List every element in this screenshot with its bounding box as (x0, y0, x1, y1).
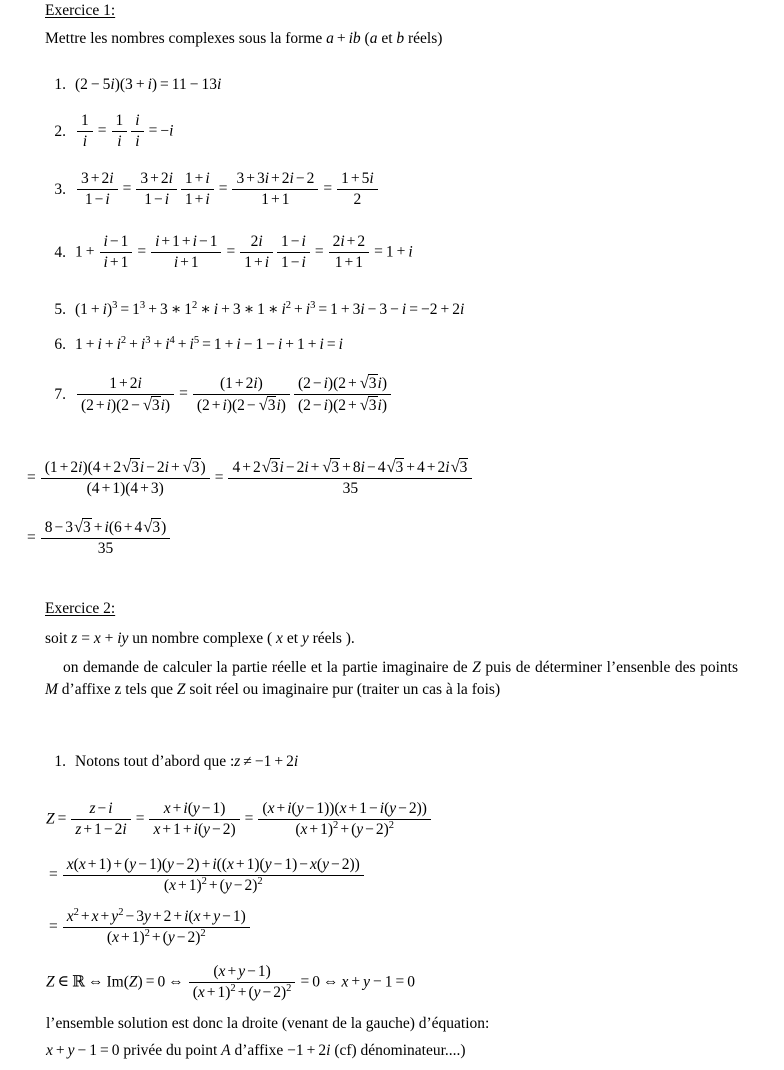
ex2-end: réels ). (308, 630, 355, 647)
ex1-item-6-equation: 6. $1 + i + i^2 + i^3 + i^4 + i^5 = 1 + i - 1 - i + 1 + i = i$ (42, 336, 343, 354)
instr-paren: ( (360, 30, 370, 47)
ex2-varx: x (276, 630, 283, 647)
ex2-p4: soit réel ou imaginaire pur (traiter un cas à la fois) (185, 681, 501, 699)
ex1-item-4-equation: 4. 1 + $\frac{i - 1}{i + 1}$ = $\frac{i + 1 + i - 1}{i + 1}$ = $\frac{2i}{1 + i}$ $\frac{1 - i}{1 - i}$ = $\frac{2i + 2}{1 + 1}$ = 1 + i (42, 233, 413, 273)
exercice2-paragraph-text (45, 657, 738, 702)
ex1-item-7-cont-2-equation: = $\frac{8 - 3 √ 3 + i(6 + 4 √ 3)}{35}$ (24, 518, 172, 559)
ex2-equation-line-1 (46, 800, 433, 840)
instr-ib: ib (348, 30, 361, 47)
exercice2-paragraph (45, 657, 738, 702)
instr-var-a: a (369, 30, 378, 47)
ex2-concl-mid: privée du point (119, 1042, 222, 1059)
ex2-equation-line-4-content: Z ∈ ℝ ⇔ Im(Z) = 0 ⇔ $\frac{(x + y - 1)}{(x + 1)^2 + (y - 2)^2}$ = 0 ⇔ x + y − 1 = 0 (46, 963, 415, 1002)
ex1-item-4 (42, 233, 413, 273)
instr-lead: Mettre les nombres complexes sous la forme (45, 30, 327, 47)
ex2-equation-line-2 (46, 856, 366, 896)
instr-reels: réels) (404, 30, 443, 47)
ex1-item-5 (42, 300, 464, 319)
ex2-equation-line-3-content: = $\frac{x^2 + x + y^2 - 3y + 2 + i(x + y - 1)}{(x + 1)^2 + (y - 2)^2}$ (46, 908, 252, 948)
ex2-p1: on demande de calculer la partie réelle et la partie imaginaire de (63, 659, 473, 676)
ex1-item-7-cont-1 (24, 458, 474, 499)
ex2-concl-A: A (221, 1042, 231, 1059)
ex1-item-2-equation: 2. $\frac{1}{i}$ = $\frac{1}{i}$ $\frac{i}{i}$ = −i (42, 112, 173, 152)
ex2-z: z (71, 630, 78, 647)
ex2-p3: d’affixe z tels que (57, 681, 177, 699)
ex2-item-1-number: 1. (54, 753, 66, 770)
ex1-item-1-number: 1. (54, 76, 66, 93)
ex2-equation-line-3 (46, 908, 252, 948)
ex2-Z1: Z (472, 659, 481, 676)
ex2-conclusion-2 (46, 1040, 756, 1062)
exercice2-line1-text (45, 628, 745, 650)
ex2-x: x (93, 630, 101, 647)
ex2-item-1-z: z (234, 753, 241, 770)
ex2-et: et (282, 630, 302, 647)
ex2-soit: soit (45, 630, 72, 647)
exercice2-heading: Exercice 2: (45, 600, 116, 617)
instr-plus: + (336, 30, 346, 47)
exercice2-heading-wrap (45, 600, 115, 618)
ex2-conclusion-1 (46, 1013, 746, 1035)
ex2-item-1-neq: ≠ (243, 753, 252, 770)
ex2-rest: un nombre complexe ( (128, 630, 277, 647)
ex2-M: M (45, 681, 58, 699)
ex1-item-7 (42, 374, 393, 416)
ex2-plus: + (100, 630, 118, 647)
ex1-item-7-cont-1-equation: = $\frac{(1 + 2i)(4 + 2 √ 3i - 2i + √ 3)}{(4 + 1)(4 + 3)}$ = $\frac{4 + 2 √ 3i - 2i + √ 3 + 8i - 4 √ 3 + 4 + 2i √ 3}{35}$ (24, 458, 474, 499)
ex2-equation-line-4 (46, 963, 415, 1003)
ex1-item-2-number: 2. (54, 122, 66, 140)
exercice2-line1 (45, 628, 745, 650)
ex2-item-1 (42, 753, 298, 771)
instr-var-b: b (396, 30, 405, 47)
ex1-item-6 (42, 336, 343, 354)
ex1-item-5-equation: 5. $(1 + i)^3 = 1^3 + 3$ ∗ $1^2$ ∗ i + 3 ∗ 1 ∗ $i^2 + i^3 = 1 + 3i - 3 - i = -2 + 2i$ (42, 300, 464, 319)
instr-a: a (326, 30, 334, 47)
exercice1-heading-wrap (45, 2, 115, 20)
exercice1-instruction (45, 28, 745, 50)
ex2-p2: puis de déterminer l’ensenble des points (480, 659, 738, 676)
ex1-item-4-number: 4. (54, 243, 66, 261)
exercice1-heading: Exercice 1: (45, 2, 116, 19)
ex1-item-7-equation: 7. $\frac{1 + 2i}{(2 + i)(2 - √ 3i)}$ = $\frac{(1 + 2i)}{(2 + i)(2 - √ 3i)}$ $\frac{(2 - i)(2 + √ 3i)}{(2 - i)(2 + √ 3i)}$ (42, 374, 393, 416)
ex2-concl-mid2: d’affixe (230, 1042, 288, 1059)
ex2-equation-line-1-content: Z = $\frac{z - i}{z + 1 - 2i}$ = $\frac{x + i(y - 1)}{x + 1 + i(y - 2)}$ = $\frac{(x + i(y - 1))(x + 1 - i(y - 2))}{(x + 1)^2 + (y - 2)^2}$ (46, 800, 433, 840)
ex2-conclusion-1-text: l’ensemble solution est donc la droite (venant de la gauche) d’équation: (46, 1015, 490, 1032)
ex2-item-1-text: 1. Notons tout d’abord que :z ≠ −1 + 2i (42, 753, 298, 771)
ex2-vary: y (301, 630, 309, 647)
ex1-item-5-number: 5. (54, 301, 66, 318)
ex2-conclusion-2-text: x + y − 1 = 0 privée du point A d’affixe −1 + 2i (cf) dénominateur....) (46, 1042, 466, 1059)
ex2-Z2: Z (176, 681, 186, 699)
ex2-equation-line-2-content: = $\frac{x(x + 1) + (y - 1)(y - 2) + i((x + 1)(y - 1) - x(y - 2))}{(x + 1)^2 + (y - 2)^2}$ (46, 856, 366, 896)
ex2-item-1-label: Notons tout d’abord que : (75, 753, 235, 770)
ex1-item-6-number: 6. (54, 336, 66, 353)
ex1-item-3-number: 3. (54, 180, 66, 198)
ex1-item-3 (42, 170, 380, 210)
ex1-item-1 (42, 76, 221, 94)
ex2-concl-end: (cf) dénominateur....) (330, 1042, 466, 1059)
ex2-eq: = (77, 630, 94, 647)
ex1-item-7-number: 7. (54, 385, 66, 403)
ex2-iy: iy (117, 630, 129, 647)
exercice1-instruction-text (45, 28, 745, 50)
ex1-item-7-cont-2 (24, 518, 172, 559)
ex1-item-1-equation: 1. (2 − 5i)(3 + i) = 11 − 13i (42, 76, 221, 94)
ex1-item-2 (42, 112, 173, 152)
instr-et: et (377, 30, 397, 47)
ex1-item-3-equation: 3. $\frac{3 + 2i}{1 - i}$ = $\frac{3 + 2i}{1 - i}$ $\frac{1 + i}{1 + i}$ = $\frac{3 + 3i + 2i - 2}{1 + 1}$ = $\frac{1 + 5i}{2}$ (42, 170, 380, 210)
